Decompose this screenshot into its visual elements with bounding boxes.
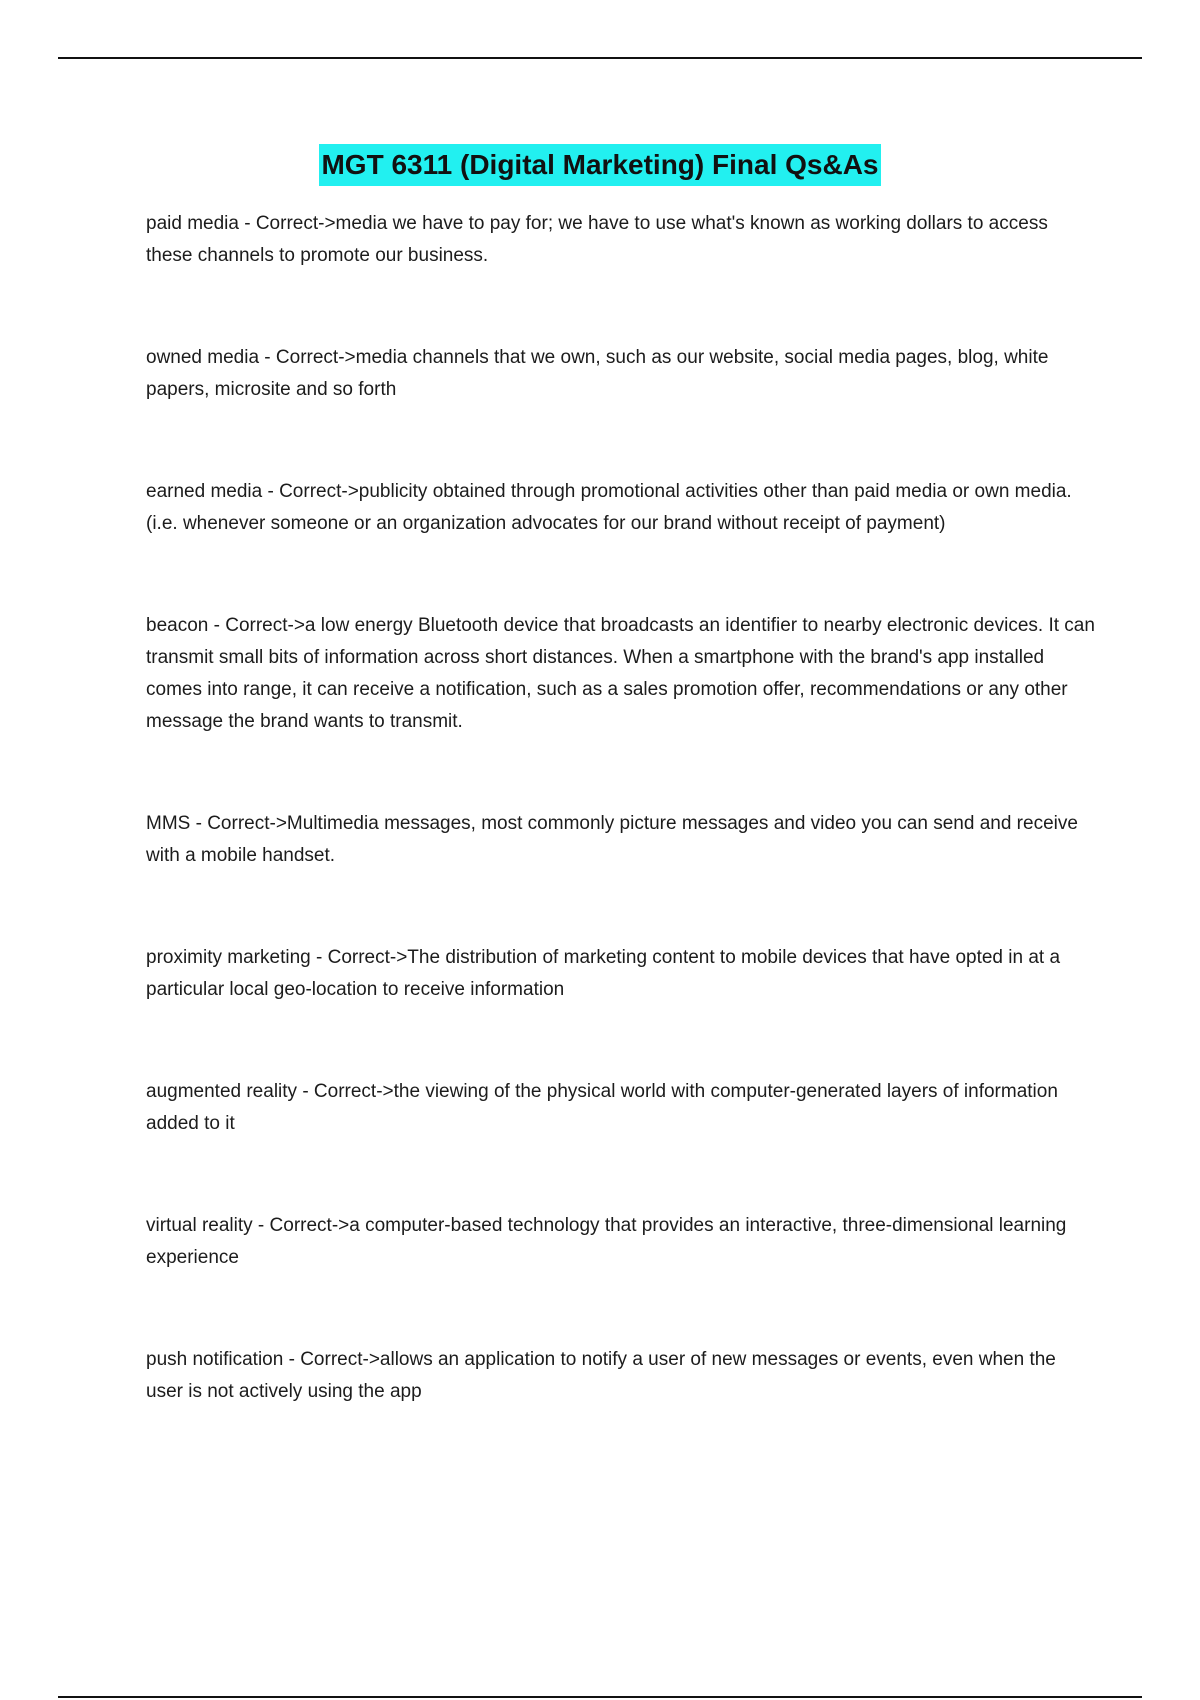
qa-entry-paid-media: paid media - Correct->media we have to pay for; we have to use what's known as working dollars to access these channels to promote our business. [146, 213, 1048, 266]
qa-entry-earned-media: earned media - Correct->publicity obtained through promotional activities other than paid media or own media. (i.e. whenever someone or an organization advocates for our brand without receipt of payment) [146, 481, 1072, 534]
qa-entry-push-notification: push notification - Correct->allows an application to notify a user of new messages or events, even when the user is not actively using the app [146, 1349, 1056, 1402]
qa-entry-owned-media: owned media - Correct->media channels that we own, such as our website, social media pages, blog, white papers, microsite and so forth [146, 347, 1049, 400]
document-title: MGT 6311 (Digital Marketing) Final Qs&As [319, 144, 880, 186]
qa-list [146, 208, 1096, 1478]
qa-entry-beacon: beacon - Correct->a low energy Bluetooth device that broadcasts an identifier to nearby electronic devices. It can transmit small bits of information across short distances. When a smartphone with the brand's app installed comes into range, it can receive a notification, such as a sales promotion offer, recommendations or any other message the brand wants to transmit. [146, 615, 1095, 732]
title-block [0, 144, 1200, 186]
qa-entry-mms: MMS - Correct->Multimedia messages, most commonly picture messages and video you can send and receive with a mobile handset. [146, 813, 1078, 866]
qa-entry-proximity-marketing: proximity marketing - Correct->The distribution of marketing content to mobile devices that have opted in at a particular local geo-location to receive information [146, 947, 1061, 1000]
header-rule [58, 57, 1142, 59]
qa-entry-augmented-reality: augmented reality - Correct->the viewing of the physical world with computer-generated layers of information added to it [146, 1081, 1058, 1134]
qa-entry-virtual-reality: virtual reality - Correct->a computer-based technology that provides an interactive, three-dimensional learning experience [146, 1215, 1067, 1268]
footer-rule [58, 1696, 1142, 1698]
